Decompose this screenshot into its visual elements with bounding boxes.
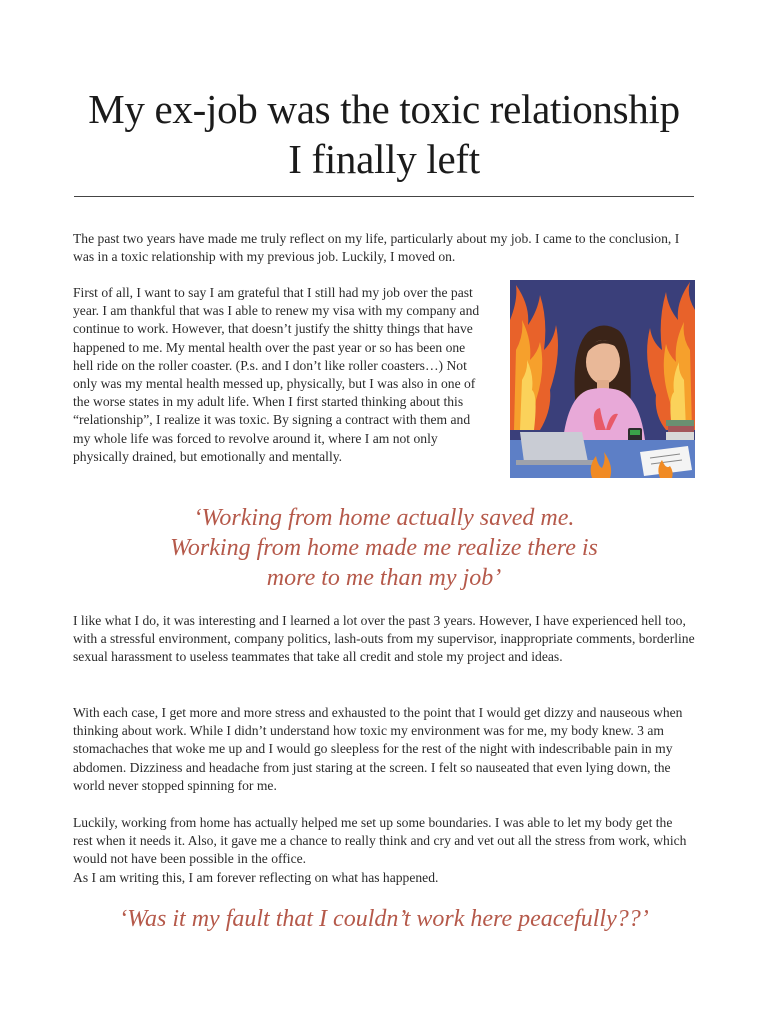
- pull-quote-working-from-home: [0, 503, 768, 593]
- paragraph-fourth-text: Luckily, working from home has actually helped me set up some boundaries. I was able to let my body get the rest when it needs it. Also, it gave me a chance to really think and cry and vet out all the stress from work, which would not have been possible in the office.: [73, 815, 687, 867]
- paragraph-second: I like what I do, it was interesting and I learned a lot over the past 3 years. However, I have experienced hell too, with a stressful environment, company politics, lash-outs from my supervisor, inappropriate comments, borderline sexual harassment to useless teammates that take all credit and stole my project and ideas.: [73, 613, 695, 665]
- intro-paragraph: The past two years have made me truly reflect on my life, particularly about my job. I came to the conclusion, I was in a toxic relationship with my previous job. Luckily, I moved on.: [73, 231, 680, 265]
- title-divider: [74, 196, 694, 197]
- woman-with-laptop-in-fire-illustration: [510, 280, 695, 478]
- paragraph-first: First of all, I want to say I am grateful that I still had my job over the past year. I am thankful that was I able to renew my visa with my company and continue to work. However, that doesn’t justify the shitty things that have happened to me. My mental health over the past year or so has been one hell ride on the roller coaster. (P.s. and I don’t like roller coasters…) Not only was my mental health messed up, physically, but I was also in one of the worse states in my adult life. When I first started thinking about this “relationship”, I realize it was toxic. By signing a contract with them and my whole life was forced to revolve around it, where I am not only physically drained, but emotionally and mentally.: [73, 285, 480, 464]
- title-line-1: My ex-job was the toxic relationship: [88, 86, 680, 132]
- quote-line-1: ‘Working from home actually saved me.: [193, 505, 575, 531]
- paragraph-third: With each case, I get more and more stress and exhausted to the point that I would get dizzy and nauseous when thinking about work. While I didn’t understand how toxic my environment was for me, my body knew. 3 am stomachaches that woke me up and I would go sleepless for the rest of the night with indescribable pain in my abdomen. Dizziness and headache from just staring at the screen. I felt so nauseated that even lying down, the world never stopped spinning for me.: [73, 705, 683, 793]
- quote-line-3: more to me than my job’: [266, 565, 502, 591]
- paragraph-fourth: [73, 814, 695, 887]
- title-line-2: I finally left: [288, 136, 480, 182]
- pull-quote-fault: ‘Was it my fault that I couldn’t work here peacefully??’: [119, 906, 649, 932]
- quote-line-2: Working from home made me realize there is: [170, 535, 598, 561]
- paragraph-fourth-closing-line: As I am writing this, I am forever reflecting on what has happened.: [73, 869, 439, 885]
- article-title: [0, 84, 768, 184]
